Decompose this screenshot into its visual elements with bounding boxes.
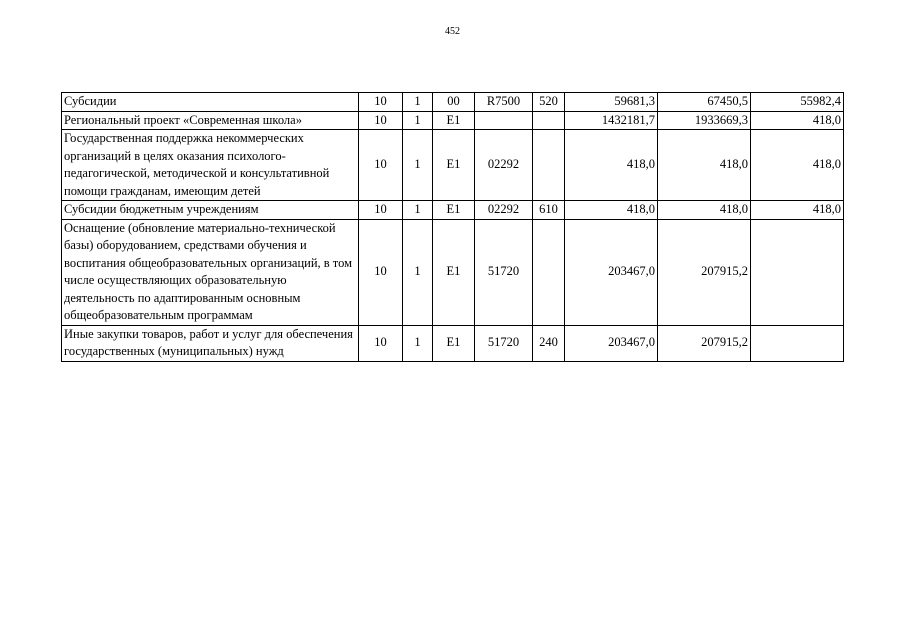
table-row [62,130,844,201]
table-body [62,93,844,362]
cell-name: Субсидии бюджетным учреждениям [62,201,359,220]
cell-section: 10 [359,130,403,201]
cell-section: 10 [359,219,403,325]
table-row [62,201,844,220]
cell-subsection: 1 [403,130,433,201]
cell-subsection: 1 [403,111,433,130]
cell-name: Иные закупки товаров, работ и услуг для обеспечения государственных (муниципальных) нужд [62,325,359,361]
cell-expense-type [533,111,565,130]
cell-expense-type [533,219,565,325]
cell-subsection: 1 [403,201,433,220]
cell-name: Региональный проект «Современная школа» [62,111,359,130]
table-row [62,111,844,130]
cell-target-article [475,111,533,130]
table-row [62,325,844,361]
cell-amount-2: 207915,2 [658,325,751,361]
cell-program: E1 [433,130,475,201]
cell-expense-type [533,130,565,201]
page-number: 452 [445,26,460,37]
table-row [62,93,844,112]
cell-expense-type: 520 [533,93,565,112]
cell-section: 10 [359,201,403,220]
cell-program: 00 [433,93,475,112]
cell-name: Субсидии [62,93,359,112]
cell-amount-1: 418,0 [565,201,658,220]
cell-program: E1 [433,111,475,130]
table-row [62,219,844,325]
cell-amount-3 [751,325,844,361]
cell-amount-2: 1933669,3 [658,111,751,130]
cell-amount-2: 67450,5 [658,93,751,112]
cell-amount-1: 203467,0 [565,219,658,325]
cell-amount-3: 418,0 [751,201,844,220]
cell-amount-1: 418,0 [565,130,658,201]
cell-amount-3: 418,0 [751,130,844,201]
cell-name: Оснащение (обновление материально-технической базы) оборудованием, средствами обучения и воспитания общеобразовательных организаций, в том числе осуществляющих образовательную деятельность по адаптированным основным общеобразовательным программам [62,219,359,325]
cell-amount-1: 1432181,7 [565,111,658,130]
cell-program: E1 [433,219,475,325]
cell-amount-2: 207915,2 [658,219,751,325]
cell-target-article: 02292 [475,130,533,201]
cell-target-article: 02292 [475,201,533,220]
cell-subsection: 1 [403,93,433,112]
cell-target-article: 51720 [475,325,533,361]
cell-amount-3: 55982,4 [751,93,844,112]
cell-amount-3: 418,0 [751,111,844,130]
cell-subsection: 1 [403,219,433,325]
cell-section: 10 [359,93,403,112]
cell-program: E1 [433,201,475,220]
cell-amount-2: 418,0 [658,201,751,220]
cell-subsection: 1 [403,325,433,361]
budget-table [61,92,844,362]
cell-section: 10 [359,111,403,130]
cell-name: Государственная поддержка некоммерческих организаций в целях оказания психолого-педагогической, методической и консультативной помощи гражданам, имеющим детей [62,130,359,201]
cell-program: E1 [433,325,475,361]
cell-amount-1: 203467,0 [565,325,658,361]
cell-expense-type: 610 [533,201,565,220]
cell-target-article: 51720 [475,219,533,325]
cell-amount-1: 59681,3 [565,93,658,112]
cell-amount-3 [751,219,844,325]
cell-target-article: R7500 [475,93,533,112]
cell-expense-type: 240 [533,325,565,361]
cell-section: 10 [359,325,403,361]
cell-amount-2: 418,0 [658,130,751,201]
